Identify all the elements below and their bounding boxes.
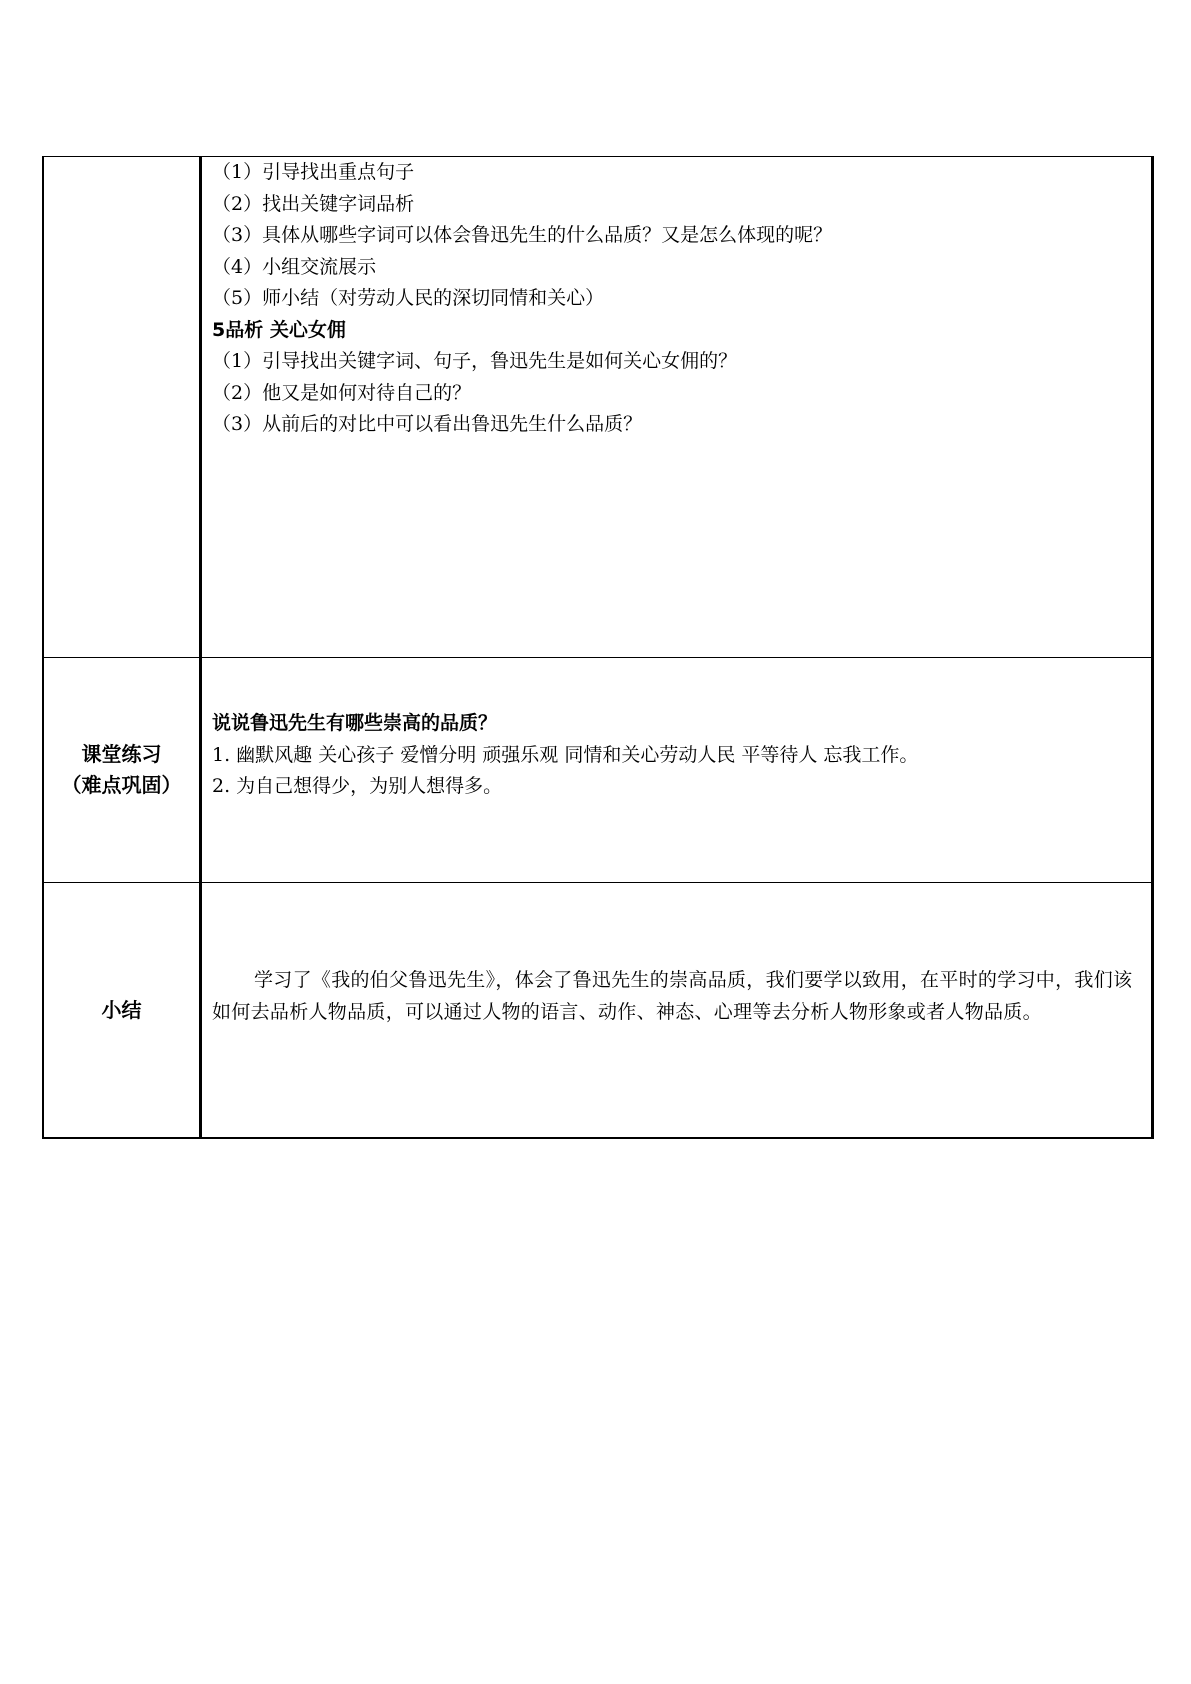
steps-row (43, 157, 1153, 658)
step-line-4: （4）小组交流展示 (212, 255, 377, 278)
sub-line-3: （3）从前后的对比中可以看出鲁迅先生什么品质？ (212, 413, 643, 435)
step-line-3: （3）具体从哪些字词可以体会鲁迅先生的什么品质？又是怎么体现的呢？ (212, 224, 833, 246)
practice-label-line2: （难点巩固） (61, 773, 182, 797)
practice-answer-1: 1. 幽默风趣 关心孩子 爱憎分明 顽强乐观 同情和关心劳动人民 平等待人 忘我工作。 (212, 743, 919, 766)
step-line-1: （1）引导找出重点句子 (212, 161, 415, 183)
summary-content-cell (201, 883, 1153, 1139)
summary-label-cell (43, 883, 201, 1139)
sub-line-1: （1）引导找出关键字词、句子，鲁迅先生是如何关心女佣的？ (212, 350, 738, 372)
lesson-plan-table (42, 156, 1154, 1139)
step-line-2: （2）找出关键字词品析 (212, 192, 415, 215)
step-line-5: （5）师小结（对劳动人民的深切同情和关心） (212, 287, 605, 309)
practice-label-cell (43, 658, 201, 883)
step-subheading: 5品析 关心女佣 (212, 318, 346, 341)
steps-content-cell (201, 157, 1153, 658)
summary-text: 学习了《我的伯父鲁迅先生》，体会了鲁迅先生的崇高品质，我们要学以致用，在平时的学习中，我们该如何去品析人物品质，可以通过人物的语言、动作、神态、心理等去分析人物形象或者人物品质。 (212, 969, 1133, 1023)
summary-label: 小结 (101, 997, 142, 1022)
summary-row (43, 883, 1153, 1139)
steps-label-cell (43, 157, 201, 658)
steps-body (212, 157, 1143, 441)
practice-label-line1: 课堂练习 (81, 742, 162, 766)
practice-answer-2: 2. 为自己想得少，为别人想得多。 (212, 775, 503, 797)
sub-line-2: （2）他又是如何对待自己的？ (212, 381, 472, 404)
practice-body (212, 658, 1143, 803)
practice-content-cell (201, 658, 1153, 883)
practice-row (43, 658, 1153, 883)
practice-question: 说说鲁迅先生有哪些崇高的品质？ (212, 712, 498, 734)
